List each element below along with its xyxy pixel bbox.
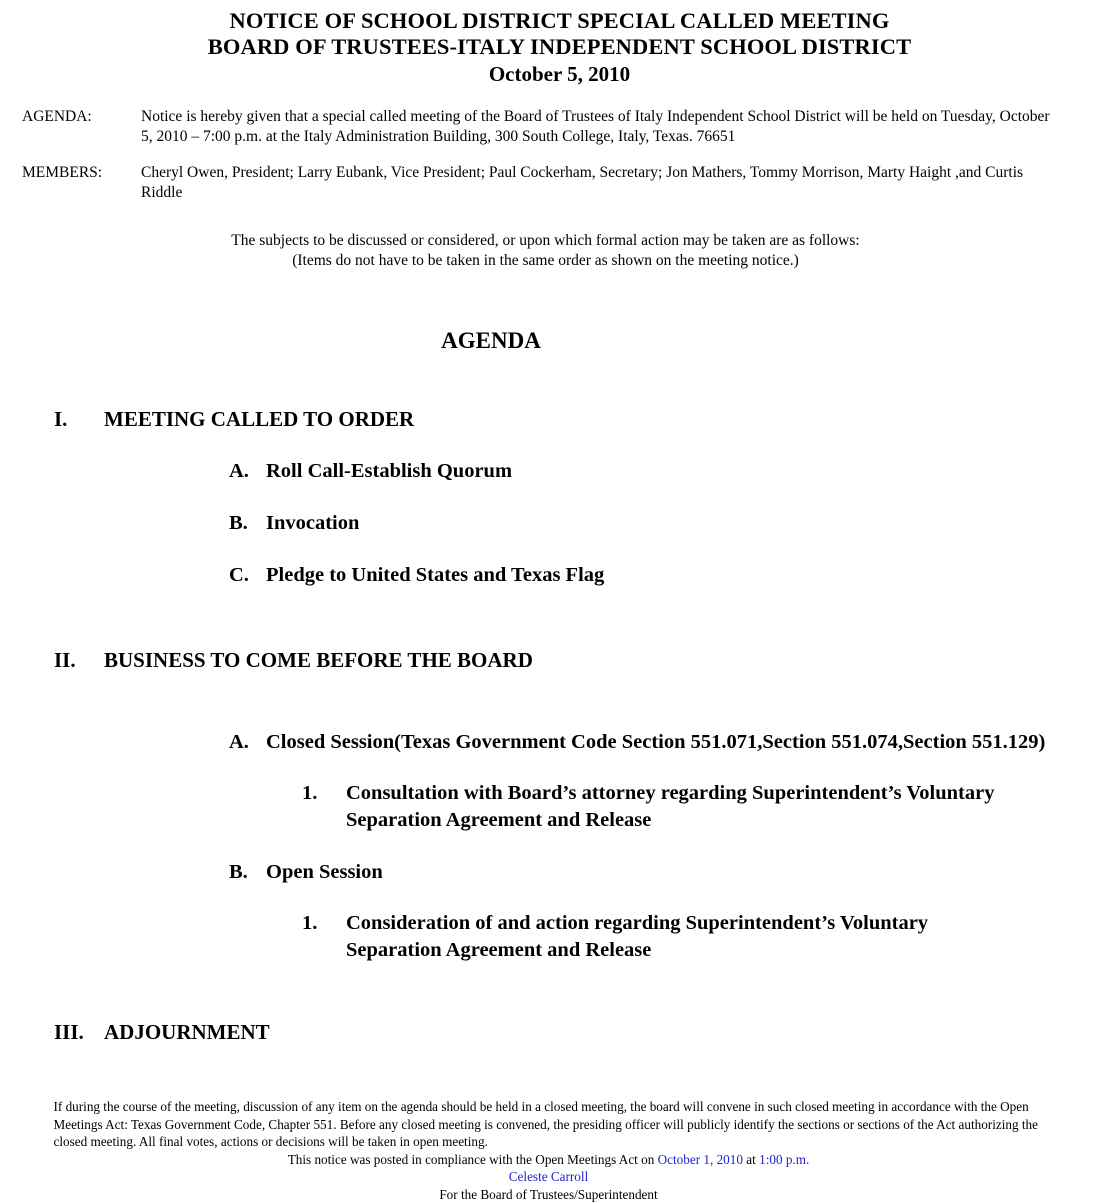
agenda-notice-row [0,107,1119,147]
title-line-1: NOTICE OF SCHOOL DISTRICT SPECIAL CALLED MEETING [0,8,1119,34]
section-ii-item-a-sub-1 [302,780,1119,834]
section-ii-item-a-letter: A. [229,729,266,756]
footer-posted-line [0,1151,1119,1169]
section-i-item-b-letter: B. [229,510,266,537]
section-iii-numeral: III. [0,1019,104,1046]
section-ii-item-b-sub-1 [302,910,1119,964]
section-ii-item-b [229,859,1119,886]
section-iii [0,1019,1119,1046]
section-ii [0,647,1119,674]
section-i-item-c-text: Pledge to United States and Texas Flag [266,562,604,589]
footer-posted-prefix: This notice was posted in compliance with the Open Meetings Act on [288,1152,658,1167]
section-i [0,406,1119,433]
members-label: MEMBERS: [0,163,141,183]
title-line-2: BOARD OF TRUSTEES-ITALY INDEPENDENT SCHOOL DISTRICT [0,34,1119,60]
section-ii-item-b-sub-1-number: 1. [302,910,346,937]
subjects-note [0,231,1119,271]
section-i-numeral: I. [0,406,104,433]
members-text: Cheryl Owen, President; Larry Eubank, Vice President; Paul Cockerham, Secretary; Jon Mathers, Tommy Morrison, Marty Haight ,and Curtis Riddle [141,163,1119,203]
agenda-label: AGENDA: [0,107,141,127]
section-ii-item-a-sub-1-text: Consultation with Board’s attorney regarding Superintendent’s Voluntary Separation Agreement and Release [346,780,1018,834]
section-ii-item-a-text: Closed Session(Texas Government Code Section 551.071,Section 551.074,Section 551.129) [266,729,1045,756]
section-i-item-b-text: Invocation [266,510,359,537]
section-i-item-a-text: Roll Call-Establish Quorum [266,458,512,485]
section-ii-numeral: II. [0,647,104,674]
agenda-outline [0,406,1119,1046]
section-i-title: MEETING CALLED TO ORDER [104,406,414,433]
section-ii-title: BUSINESS TO COME BEFORE THE BOARD [104,647,533,674]
section-ii-item-a-sub-1-number: 1. [302,780,346,807]
section-ii-item-b-sub-1-text: Consideration of and action regarding Superintendent’s Voluntary Separation Agreement and Release [346,910,1018,964]
agenda-heading: AGENDA [0,328,1119,354]
section-ii-item-b-letter: B. [229,859,266,886]
section-ii-item-a [229,729,1119,756]
footer-signature-role: For the Board of Trustees/Superintendent [0,1186,1119,1203]
footer-posted-time: 1:00 p.m. [759,1152,809,1167]
footer-posted-date: October 1, 2010 [658,1152,743,1167]
subjects-line-1: The subjects to be discussed or considered, or upon which formal action may be taken are as follows: [0,231,1091,251]
title-meeting-date: October 5, 2010 [0,61,1119,88]
section-i-item-a [229,458,1119,485]
members-row [0,163,1119,203]
agenda-notice-text: Notice is hereby given that a special called meeting of the Board of Trustees of Italy Independent School District will be held on Tuesday, October 5, 2010 – 7:00 p.m. at the Italy Administration Building, 300 South College, Italy, Texas. 76651 [141,107,1119,147]
document-footer [0,1098,1119,1203]
footer-signature-name: Celeste Carroll [0,1168,1119,1186]
section-i-item-c [229,562,1119,589]
section-i-item-b [229,510,1119,537]
footer-posted-mid: at [743,1152,759,1167]
section-ii-item-b-text: Open Session [266,859,383,886]
subjects-line-2: (Items do not have to be taken in the same order as shown on the meeting notice.) [0,251,1091,271]
section-i-item-a-letter: A. [229,458,266,485]
section-iii-title: ADJOURNMENT [104,1019,270,1046]
footer-disclaimer: If during the course of the meeting, discussion of any item on the agenda should be held in a closed meeting, the board will convene in such closed meeting in accordance with the Open Meetings Act: Texas Government Code, Chapter 551. Before any closed meeting is convened, the presiding officer will publicly identify the sections or sections of the Act authorizing the closed meeting. All final votes, actions or decisions will be taken in open meeting. [54,1098,1066,1151]
section-i-item-c-letter: C. [229,562,266,589]
document-header [0,0,1119,88]
